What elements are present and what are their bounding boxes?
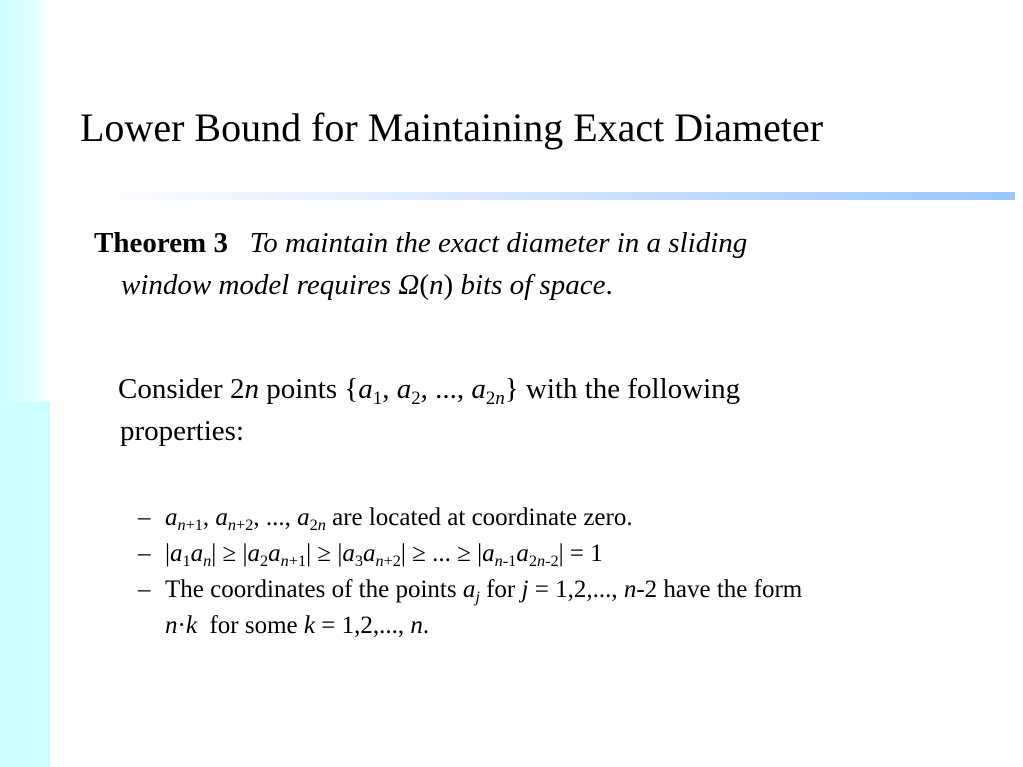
list-item: – $|a_1a_n| \ge |a_2a_{n+1}| \ge |a_3a_{n+2}|$ ≥ ... ≥ $|a_{n-1}a_{2n-2}| = 1$ xyxy=(138,536,802,572)
title-divider xyxy=(80,192,1015,200)
list-item xyxy=(138,572,802,644)
slide-title: Lower Bound for Maintaining Exact Diameter xyxy=(80,105,824,150)
left-accent-stripe-light xyxy=(0,0,50,402)
list-item: – $a_{n+1}$, $a_{n+2}$, ..., $a_{2n}$ are located at coordinate zero. xyxy=(138,500,802,536)
theorem-line-2: window model requires Ω(n) bits of space. xyxy=(121,269,613,301)
omega-symbol: Ω xyxy=(398,269,420,301)
property-list xyxy=(138,500,802,644)
bullet-dash: – xyxy=(138,540,151,567)
list-item-line-1: The coordinates of the points $a_j$ for j = 1,2,..., n-2 have the form xyxy=(165,576,803,607)
theorem-text-1: To maintain the exact diameter in a sliding xyxy=(249,227,748,259)
consider-paragraph xyxy=(118,368,740,452)
theorem-label: Theorem 3 xyxy=(94,227,228,259)
consider-line-1: Consider 2n points {$a_1$, $a_2$, ..., $a_{2n}$} with the following xyxy=(118,373,741,410)
bullet-dash: – xyxy=(138,504,151,531)
theorem-statement xyxy=(94,222,747,306)
list-item-line-2: n·k for some k = 1,2,..., n. xyxy=(165,612,430,639)
left-accent-stripe xyxy=(0,402,50,767)
theorem-line-1 xyxy=(94,222,747,264)
consider-line-2: properties: xyxy=(120,415,245,447)
bullet-dash: – xyxy=(138,576,151,603)
